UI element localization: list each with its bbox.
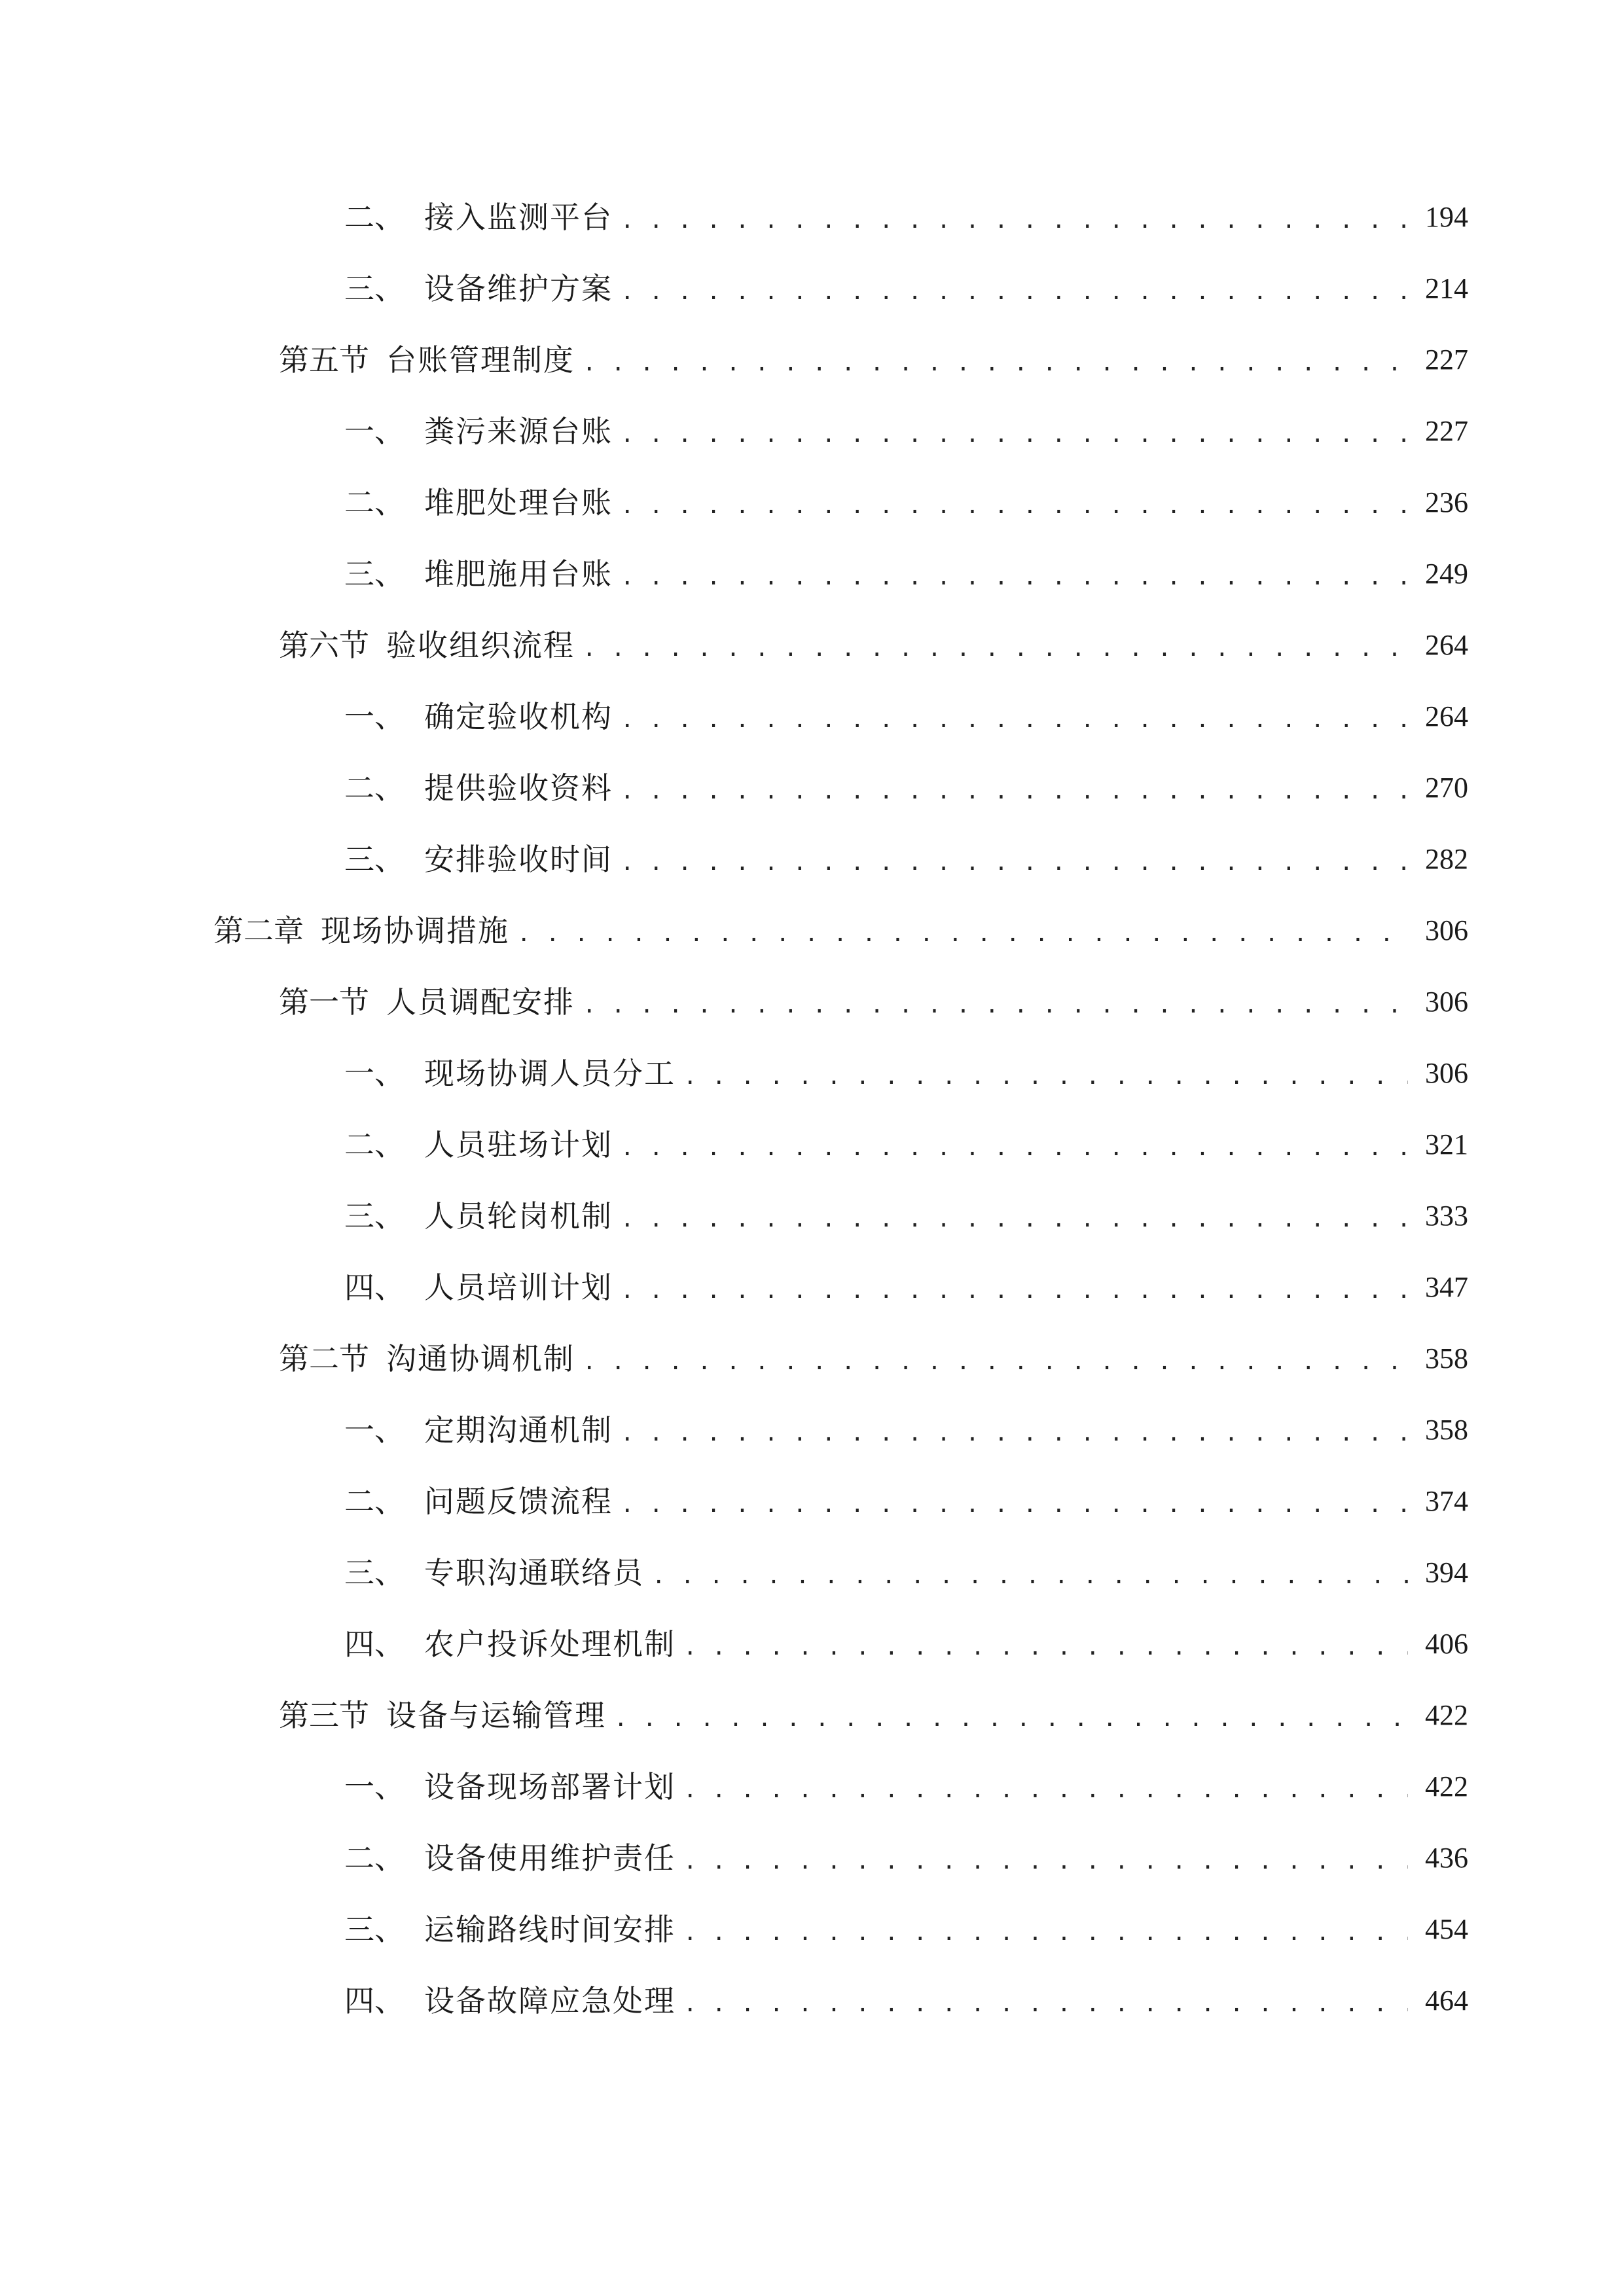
toc-entry-page: 358 xyxy=(1425,1342,1468,1374)
toc-entry-number: 四、 xyxy=(344,1983,405,2018)
dot-leader xyxy=(621,765,1408,811)
toc-entry[interactable] xyxy=(344,1479,1468,1524)
toc-entry[interactable] xyxy=(344,551,1468,597)
toc-entry[interactable] xyxy=(344,1122,1468,1168)
toc-entry-page: 436 xyxy=(1425,1842,1468,1874)
dot-leader xyxy=(683,1050,1408,1096)
toc-entry[interactable] xyxy=(344,1907,1468,1952)
toc-entry-title: 现场协调人员分工 xyxy=(424,1056,676,1091)
toc-entry-number: 四、 xyxy=(344,1270,405,1305)
toc-entry-page: 454 xyxy=(1425,1913,1468,1945)
dot-leader xyxy=(621,194,1408,240)
toc-entry-number: 四、 xyxy=(344,1626,405,1662)
toc-entry-title: 农户投诉处理机制 xyxy=(424,1626,676,1662)
toc-entry-title: 设备维护方案 xyxy=(424,271,613,306)
toc-entry[interactable] xyxy=(344,836,1468,882)
dot-leader xyxy=(621,266,1408,312)
toc-entry-title: 提供验收资料 xyxy=(424,770,613,806)
toc-entry-page: 321 xyxy=(1425,1128,1468,1160)
toc-entry-title: 现场协调措施 xyxy=(321,913,509,948)
toc-entry-number: 三、 xyxy=(344,842,405,877)
toc-entry[interactable] xyxy=(344,1621,1468,1667)
toc-entry-number: 二、 xyxy=(344,1484,405,1519)
toc-entry-number: 一、 xyxy=(344,414,405,449)
toc-entry-title: 运输路线时间安排 xyxy=(424,1912,676,1947)
toc-entry-title: 专职沟通联络员 xyxy=(424,1555,644,1590)
toc-entry[interactable] xyxy=(213,908,1468,954)
toc-entry[interactable] xyxy=(344,1550,1468,1596)
toc-entry-page: 306 xyxy=(1425,914,1468,946)
toc-entry[interactable] xyxy=(344,1978,1468,2024)
toc-entry[interactable] xyxy=(344,1193,1468,1239)
dot-leader xyxy=(683,1835,1408,1881)
toc-entry-number: 三、 xyxy=(344,1198,405,1234)
toc-entry-number: 一、 xyxy=(344,1412,405,1448)
dot-leader xyxy=(621,694,1408,740)
toc-entry-page: 306 xyxy=(1425,1057,1468,1089)
toc-entry-title: 验收组织流程 xyxy=(386,628,575,663)
toc-entry-page: 249 xyxy=(1425,558,1468,590)
toc-entry-page: 358 xyxy=(1425,1414,1468,1446)
dot-leader xyxy=(683,1764,1408,1810)
toc-entry-page: 374 xyxy=(1425,1485,1468,1517)
toc-entry-page: 406 xyxy=(1425,1628,1468,1660)
dot-leader xyxy=(583,622,1408,668)
toc-entry-page: 347 xyxy=(1425,1271,1468,1303)
toc-entry-number: 第三节 xyxy=(279,1698,369,1733)
dot-leader xyxy=(583,1336,1408,1382)
dot-leader xyxy=(517,908,1408,954)
toc-entry-title: 台账管理制度 xyxy=(386,342,575,378)
toc-entry-number: 第二节 xyxy=(279,1341,369,1376)
toc-entry-page: 227 xyxy=(1425,344,1468,376)
toc-entry[interactable] xyxy=(279,337,1468,383)
dot-leader xyxy=(652,1550,1408,1596)
toc-entry-page: 227 xyxy=(1425,415,1468,447)
toc-entry-number: 二、 xyxy=(344,770,405,806)
toc-entry[interactable] xyxy=(344,694,1468,740)
toc-entry-page: 264 xyxy=(1425,629,1468,661)
toc-entry-title: 设备与运输管理 xyxy=(386,1698,606,1733)
dot-leader xyxy=(683,1907,1408,1952)
toc-entry-title: 安排验收时间 xyxy=(424,842,613,877)
toc-entry[interactable] xyxy=(344,194,1468,240)
dot-leader xyxy=(683,1621,1408,1667)
toc-entry-title: 人员调配安排 xyxy=(386,984,575,1020)
toc-entry-title: 确定验收机构 xyxy=(424,699,613,734)
dot-leader xyxy=(621,1479,1408,1524)
toc-entry-number: 三、 xyxy=(344,271,405,306)
toc-entry-number: 一、 xyxy=(344,699,405,734)
dot-leader xyxy=(583,979,1408,1025)
dot-leader xyxy=(621,480,1408,526)
dot-leader xyxy=(621,408,1408,454)
toc-entry-title: 堆肥施用台账 xyxy=(424,556,613,592)
toc-entry-number: 二、 xyxy=(344,1840,405,1876)
toc-entry[interactable] xyxy=(344,480,1468,526)
toc-entry-number: 三、 xyxy=(344,1555,405,1590)
toc-entry-title: 人员驻场计划 xyxy=(424,1127,613,1162)
toc-entry-number: 第五节 xyxy=(279,342,369,378)
toc-entry-number: 一、 xyxy=(344,1056,405,1091)
toc-entry-title: 定期沟通机制 xyxy=(424,1412,613,1448)
toc-entry-page: 264 xyxy=(1425,700,1468,732)
dot-leader xyxy=(583,337,1408,383)
toc-entry[interactable] xyxy=(344,1050,1468,1096)
toc-entry[interactable] xyxy=(279,622,1468,668)
dot-leader xyxy=(683,1978,1408,2024)
toc-entry[interactable] xyxy=(344,1407,1468,1453)
toc-entry-title: 人员培训计划 xyxy=(424,1270,613,1305)
toc-entry-page: 194 xyxy=(1425,201,1468,233)
toc-entry[interactable] xyxy=(344,266,1468,312)
toc-entry-page: 306 xyxy=(1425,986,1468,1018)
toc-entry-title: 沟通协调机制 xyxy=(386,1341,575,1376)
toc-entry[interactable] xyxy=(279,979,1468,1025)
toc-entry-page: 282 xyxy=(1425,843,1468,875)
toc-entry[interactable] xyxy=(344,408,1468,454)
toc-entry-title: 设备现场部署计划 xyxy=(424,1769,676,1804)
toc-entry-page: 394 xyxy=(1425,1556,1468,1588)
toc-entry-page: 236 xyxy=(1425,486,1468,518)
dot-leader xyxy=(621,1193,1408,1239)
dot-leader xyxy=(621,1265,1408,1310)
toc-entry[interactable] xyxy=(279,1693,1468,1738)
toc-entry[interactable] xyxy=(279,1336,1468,1382)
toc-entry-page: 270 xyxy=(1425,772,1468,804)
toc-entry-title: 粪污来源台账 xyxy=(424,414,613,449)
toc-entry-page: 333 xyxy=(1425,1200,1468,1232)
toc-entry[interactable] xyxy=(344,1835,1468,1881)
toc-entry[interactable] xyxy=(344,1764,1468,1810)
dot-leader xyxy=(621,551,1408,597)
dot-leader xyxy=(614,1693,1408,1738)
toc-entry-number: 三、 xyxy=(344,1912,405,1947)
toc-entry-title: 人员轮岗机制 xyxy=(424,1198,613,1234)
toc-entry-number: 第一节 xyxy=(279,984,369,1020)
dot-leader xyxy=(621,1122,1408,1168)
toc-entry-number: 第二章 xyxy=(213,913,304,948)
toc-entry-page: 464 xyxy=(1425,1984,1468,2017)
toc-entry-title: 设备使用维护责任 xyxy=(424,1840,676,1876)
toc-entry-page: 214 xyxy=(1425,272,1468,304)
toc-entry-page: 422 xyxy=(1425,1770,1468,1803)
toc-entry-number: 二、 xyxy=(344,200,405,235)
toc-entry-title: 问题反馈流程 xyxy=(424,1484,613,1519)
dot-leader xyxy=(621,836,1408,882)
toc-entry[interactable] xyxy=(344,1265,1468,1310)
toc-entry-title: 设备故障应急处理 xyxy=(424,1983,676,2018)
toc-entry-number: 二、 xyxy=(344,1127,405,1162)
dot-leader xyxy=(621,1407,1408,1453)
toc-entry-number: 一、 xyxy=(344,1769,405,1804)
toc-entry-number: 二、 xyxy=(344,485,405,520)
toc-entry-title: 接入监测平台 xyxy=(424,200,613,235)
toc-entry-page: 422 xyxy=(1425,1699,1468,1731)
toc-entry-number: 第六节 xyxy=(279,628,369,663)
toc-entry[interactable] xyxy=(344,765,1468,811)
toc-entry-title: 堆肥处理台账 xyxy=(424,485,613,520)
toc-entry-number: 三、 xyxy=(344,556,405,592)
